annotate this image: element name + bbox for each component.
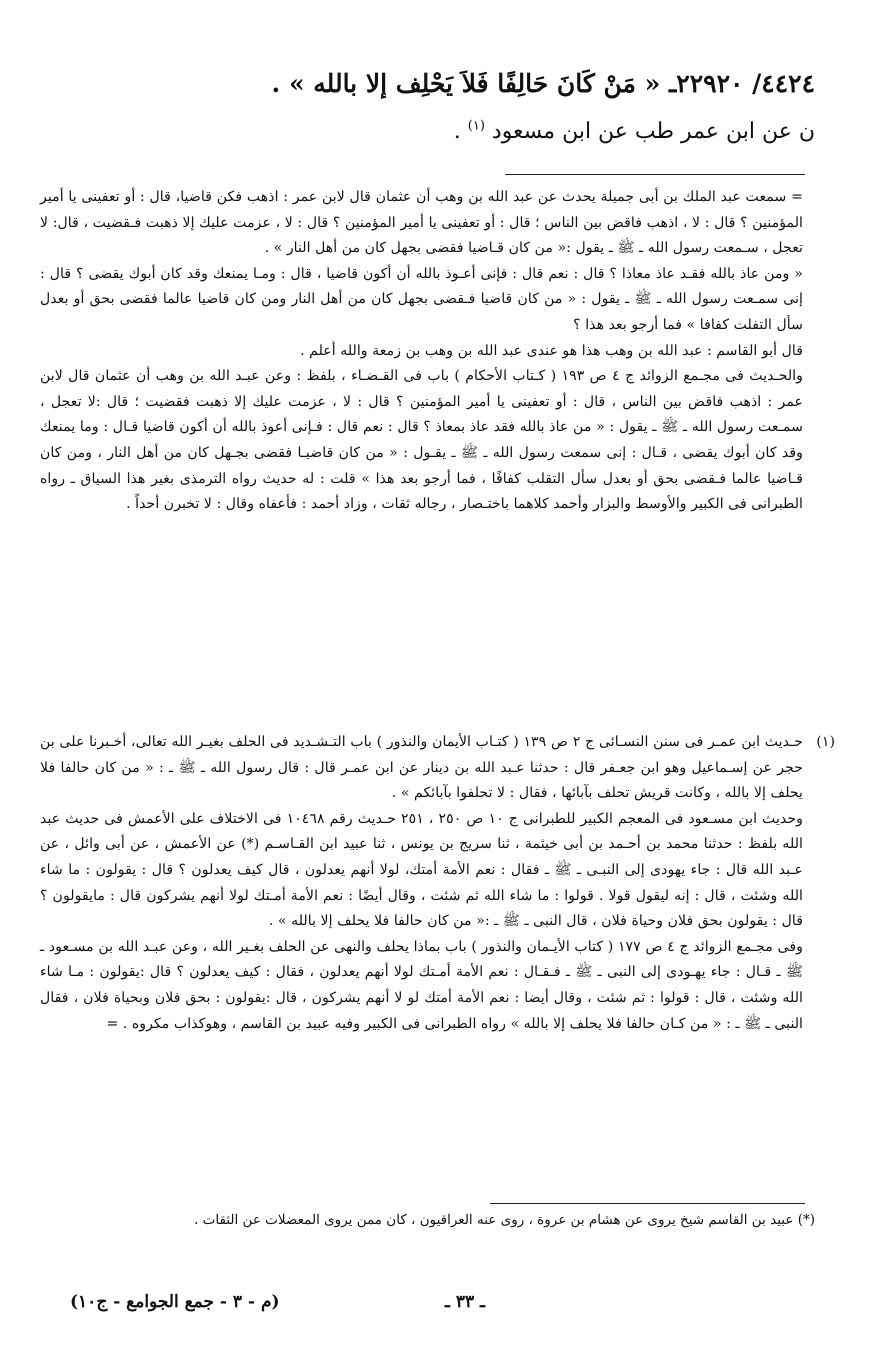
footnote-1 — [40, 730, 835, 1037]
body-paragraph: والحـديث فى مجـمع الزوائد ج ٤ ص ١٩٣ ( كـتاب الأحكام ) باب فى القـضـاء ، بلفظ : وعن عبـد الله بن وهب أن عثمان قال لابن عمر : اذهب فاقض بين الناس ، قال : أو تعفينى يا أمير المؤمنين ؟ قال : لا ، عزمت عليك إلا ذهبت فقضيت ؛ قال :لا تعجل ، سمـعت رسول الله ـ ﷺ ـ يقول : « من عاذ بالله فقد عاذ بمعاذ ؟ قال : نعم قال : فـإنى أعوذ بالله أن أكون قاضيا قـال : وما يمنعك وقد كان أبوك يقضى ، قـال : إنى سمعت رسول الله ـ ﷺ ـ يقـول : « من كان قاضيـا فقضى بجـهل كان من أهل النار ، ومن كان قـاضيا عالما فـقضى بحق أو بعدل سأل التقلب كفافًا ، فما أرجو بعد هذا » قلت : له حديث رواه الترمذى بغير هذا السياق ـ رواه الطبرانى فى الكبير والأوسط والبزار وأحمد كلاهما باختـصار ، رجاله ثقات ، وزاد أحمد : فأعفاه وقال : لا تخبرن أحداً . — [40, 368, 803, 513]
body-paragraph: « ومن عاذ بالله فقـد عاذ معاذا ؟ قال : نعم قال : فإنى أعـوذ بالله أن أكون قاضيا ، قال : ومـا يمنعك وقد كان أبوك يقضى ؟ قال : إنى سمـعت رسول الله ـ ﷺ ـ يقول : « من كان قاضيا فـقضى بجهل كان من أهل النار ومن كان قاضيا عالما فقضى بحق أو بعدل سأل التفلت كفافا » فما أرجو بعد هذا ؟ — [40, 265, 803, 333]
star-note-separator-rule — [490, 1203, 805, 1204]
footnote-paragraph: وحديث ابن مسـعود فى المعجم الكبير للطبرانى ج ١٠ ص ٢٥٠ ، ٢٥١ حـديث رقم ١٠٤٦٨ فى الاختلاف على الأعمش فى حديث عبد الله بلفظ : حدثنا محمد بن أحـمد بن أبى خيثمة ، ثنا سريج بن يونس ، ثنا عبيد ابن القـاسـم (*) عن الأعمش ، عن أبى وائل ، عن عـبد الله قال : جاء يهودى إلى النبـى ـ ﷺ ـ فقال : نعم الأمة أمتك، لولا أنهم يعدلون ، قال كيف يعدلون ؟ قال : يقولون : ما شاء الله وشئت ، قال : إنه ليقول قولا . قولوا : ما شاء الله ثم شئت ، وقال أيضًا : نعم الأمة أمـتك لولا أنهم يشركون قال : مايقولون ؟ قال : يقولون بحق فلان وحياة فلان ، قال النبى ـ ﷺ ـ :« من كان حالفا فلا يحلف إلا بالله » . — [40, 810, 803, 930]
body-paragraph: = سمعت عبد الملك بن أبى جميلة يحدث عن عبد الله بن وهب أن عثمان قال لابن عمر : اذهب فكن قاضيا، قال : أو تعفينى يا أمير المؤمنين ؟ قال : لا ، اذهب فاقض بين الناس ؛ قال : أو تعفينى يا أمير المؤمنين ؟ قال : لا ، عزمت عليك إلا ذهبت فـقضيت ، قال: لا تعجل ، سـمعت رسول الله ـ ﷺ ـ يقول :« من كان قـاضيا فقضى بجهل كان من أهل النار » . — [40, 189, 803, 257]
star-note: (*) عبيد بن القاسم شيخ يروى عن هشام بن عروة ، روى عنه العراقيون ، كان ممن يروى المعضلات عن الثقات . — [194, 1212, 815, 1228]
footnote-body — [40, 730, 803, 1037]
hadith-source-text: ن عن ابن عمر طب عن ابن مسعود — [491, 119, 815, 144]
hadith-heading — [40, 62, 815, 154]
page-number: ـ ٣٣ ـ — [444, 1292, 485, 1312]
hadith-sources — [40, 110, 815, 154]
hadith-text: ٤٤٢٤/ ٢٢٩٢٠ـ « مَنْ كَانَ حَالِفًا فَلاَ يَحْلِف إلا بالله » . — [271, 69, 815, 98]
heading-end-mark: . — [453, 119, 468, 144]
footnote-reference: (١) — [467, 118, 485, 134]
body-paragraph: قال أبو القاسم : عبد الله بن وهب هذا هو عندى عبد الله بن وهب بن زمعة والله أعلم . — [300, 342, 803, 359]
continued-footnote-text — [40, 185, 803, 518]
footnote-separator-rule — [505, 174, 805, 175]
footnote-paragraph: حـديث ابن عمـر فى سنن النسـائى ج ٢ ص ١٣٩ ( كتـاب الأيمان والنذور ) باب التـشـديد فى الحلف بغيـر الله تعالى، أخـبرنا على بن حجر عن إسـماعيل وهو ابن جعـفر قال : حدثنا عـبد الله بن دينار عن ابن عمـر قال : قال رسول الله ـ ﷺ ـ : « من كان حالفا فلا يحلف إلا بالله ، وكانت قريش تحلف بآبائها ، فقال : لا تحلفوا بآبائكم » . — [40, 734, 803, 802]
footnote-number: (١) — [816, 734, 835, 750]
footnote-paragraph: وفى مجـمع الزوائد ج ٤ ص ١٧٧ ( كتاب الأيـمان والنذور ) باب بماذا يحلف والنهى عن الحلف بغـير الله ، وعن عبـد الله بن مسـعود ـ ﷺ ـ قـال : جاء يهـودى إلى النبى ـ ﷺ ـ فـقـال : نعم الأمة أمـتك لولا أنهم يعدلون ، فقال : كيف يعدلون ؟ قال :يقولون : مـا شاء الله وشئت ، قال : قولوا : ثم شئت ، وقال أيضا : نعم الأمة أمتك لو لا أنهم يشركون ، قال :يقولون : بحق فلان وبحياة فلان ، فقال النبى ـ ﷺ ـ : « من كـان حالفا فلا يحلف إلا بالله » رواه الطبرانى فى الكبير وفيه عبيد بن القاسم ، وهوكذاب مكروه . = — [40, 938, 803, 1032]
volume-signature: (م - ٣ - جمع الجوامع - ج١٠) — [70, 1292, 280, 1312]
